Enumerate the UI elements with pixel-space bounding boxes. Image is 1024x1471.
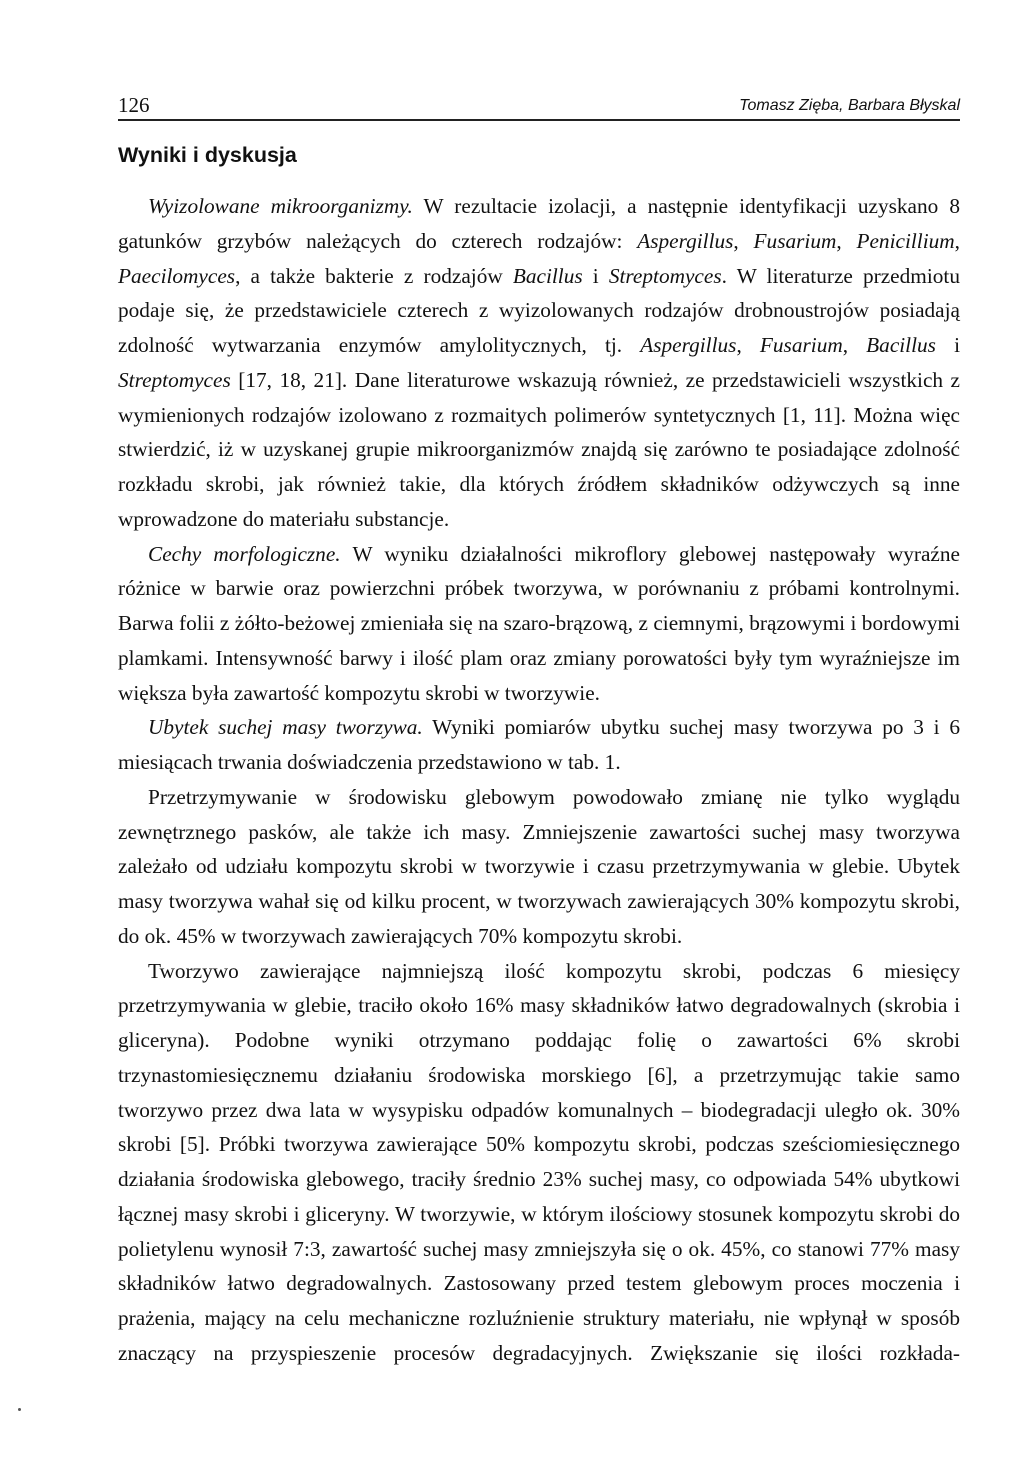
paragraph-title: Cechy morfologiczne. (148, 541, 341, 566)
paragraph-text: , (842, 333, 867, 357)
paragraph-isolated-microorganisms (118, 189, 960, 537)
running-header (118, 88, 960, 121)
genus-name: Fusarium (753, 228, 837, 253)
genus-name: Fusarium (759, 333, 843, 357)
genus-name: Bacillus (512, 263, 583, 288)
paragraph-text: , (836, 228, 857, 253)
page-number: 126 (118, 93, 150, 117)
paragraph-text: Wyniki pomiarów ubytku suchej masy tworzywa po 3 i 6 miesiącach trwania doświadczenia przedstawiono w tab. 1. (118, 715, 961, 774)
paragraph-title: Ubytek suchej masy tworzywa. (148, 715, 423, 740)
paragraph-soil-storage: Przetrzymywanie w środowisku glebowym powodowało zmianę nie tylko wyglądu zewnętrznego pasków, ale także ich masy. Zmniejszenie zawartości suchej masy tworzywa zależało od udziału kompozytu skrobi w tworzywie i czasu przetrzymywania w glebie. Ubytek masy tworzywa wahał się od kilku procent, w tworzywach zawierających 30% kompozytu skrobi, do ok. 45% w tworzywach zawierających 70% kompozytu skrobi. (118, 784, 960, 948)
paragraph-dry-mass-loss (118, 710, 960, 780)
running-header-authors: Tomasz Zięba, Barbara Błyskal (739, 97, 960, 114)
paragraph-text: W rezultacie izolacji, a następnie identyfikacji uzyskano 8 gatunków grzybów należących do czterech rodzajów: (118, 194, 960, 253)
genus-name: Streptomyces (608, 263, 722, 288)
section-heading: Wyniki i dyskusja (118, 143, 297, 167)
body-text (118, 189, 960, 1371)
scan-speck (18, 1408, 21, 1411)
paragraph-text: i (935, 333, 960, 357)
genus-name: Streptomyces (118, 367, 231, 392)
paragraph-text: i (582, 263, 609, 288)
paragraph-title: Wyizolowane mikroorganizmy. (148, 194, 413, 218)
paragraph-text: . W literaturze przedmiotu podaje się, że przedstawiciele czterech z wyizolowanych rodzajów drobnoustrojów posiadają zdolność wytwarzania enzymów amylolitycznych, tj. (118, 263, 960, 357)
genus-name: Aspergillus (640, 333, 737, 357)
genus-name: Paecilomyces (118, 263, 236, 288)
paragraph-text: , (736, 333, 760, 357)
paragraph-text: , (733, 228, 754, 253)
paragraph-text: W wyniku działalności mikroflory glebowej następowały wyraźne różnice w barwie oraz powierzchni próbek tworzywa, w porównaniu z próbami kontrolnymi. Barwa folii z żółto-beżowej zmieniała się na szaro-brązową, z ciemnymi, brązowymi i bordowymi plamkami. Intensywność barwy i ilość plam oraz zmiany porowatości były tym wyraźniejsze im większa była zawartość kompozytu skrobi w tworzywie. (118, 541, 960, 705)
paragraph-text: [17, 18, 21]. Dane literaturowe wskazują również, ze przedstawicieli wszystkich z wymienionych rodzajów izolowano z rozmaitych polimerów syntetycznych [1, 11]. Można więc stwierdzić, iż w uzyskanej grupie mikroorganizmów znajdą się zarówno te posiadające zdolność rozkładu skrobi, jak również takie, dla których źródłem składników odżywczych są inne wprowadzone do materiału substancje. (118, 367, 960, 531)
paragraph-text: , (954, 228, 960, 253)
paragraph-text: , a także bakterie z rodzajów (235, 263, 513, 288)
page (118, 88, 960, 1371)
paragraph-starch-content: Tworzywo zawierające najmniejszą ilość kompozytu skrobi, podczas 6 miesięcy przetrzymywania w glebie, traciło około 16% masy składników łatwo degradowalnych (skrobia i gliceryna). Podobne wyniki otrzymano poddając folię o zawartości 6% skrobi trzynastomiesięcznemu działaniu środowiska morskiego [6], a przetrzymując takie samo tworzywo przez dwa lata w wysypisku odpadów komunalnych – biodegradacji uległo ok. 30% skrobi [5]. Próbki tworzywa zawierające 50% kompozytu skrobi, podczas sześciomiesięcznego działania środowiska glebowego, traciły średnio 23% suchej masy, co odpowiada 54% ubytkowi łącznej masy skrobi i gliceryny. W tworzywie, w którym ilościowy stosunek kompozytu skrobi do polietylenu wynosił 7:3, zawartość suchej masy zmniejszyła się o ok. 45%, co stanowi 77% masy składników łatwo degradowalnych. Zastosowany przed testem glebowym proces moczenia i prażenia, mający na celu mechaniczne rozluźnienie struktury materiału, nie wpłynął w sposób znaczący na przyspieszenie procesów degradacyjnych. Zwiększanie się ilości rozkłada- (118, 958, 960, 1365)
genus-name: Bacillus (866, 333, 936, 357)
paragraph-morphological-features (118, 537, 960, 711)
genus-name: Penicillium (856, 228, 955, 253)
genus-name: Aspergillus (637, 228, 734, 253)
